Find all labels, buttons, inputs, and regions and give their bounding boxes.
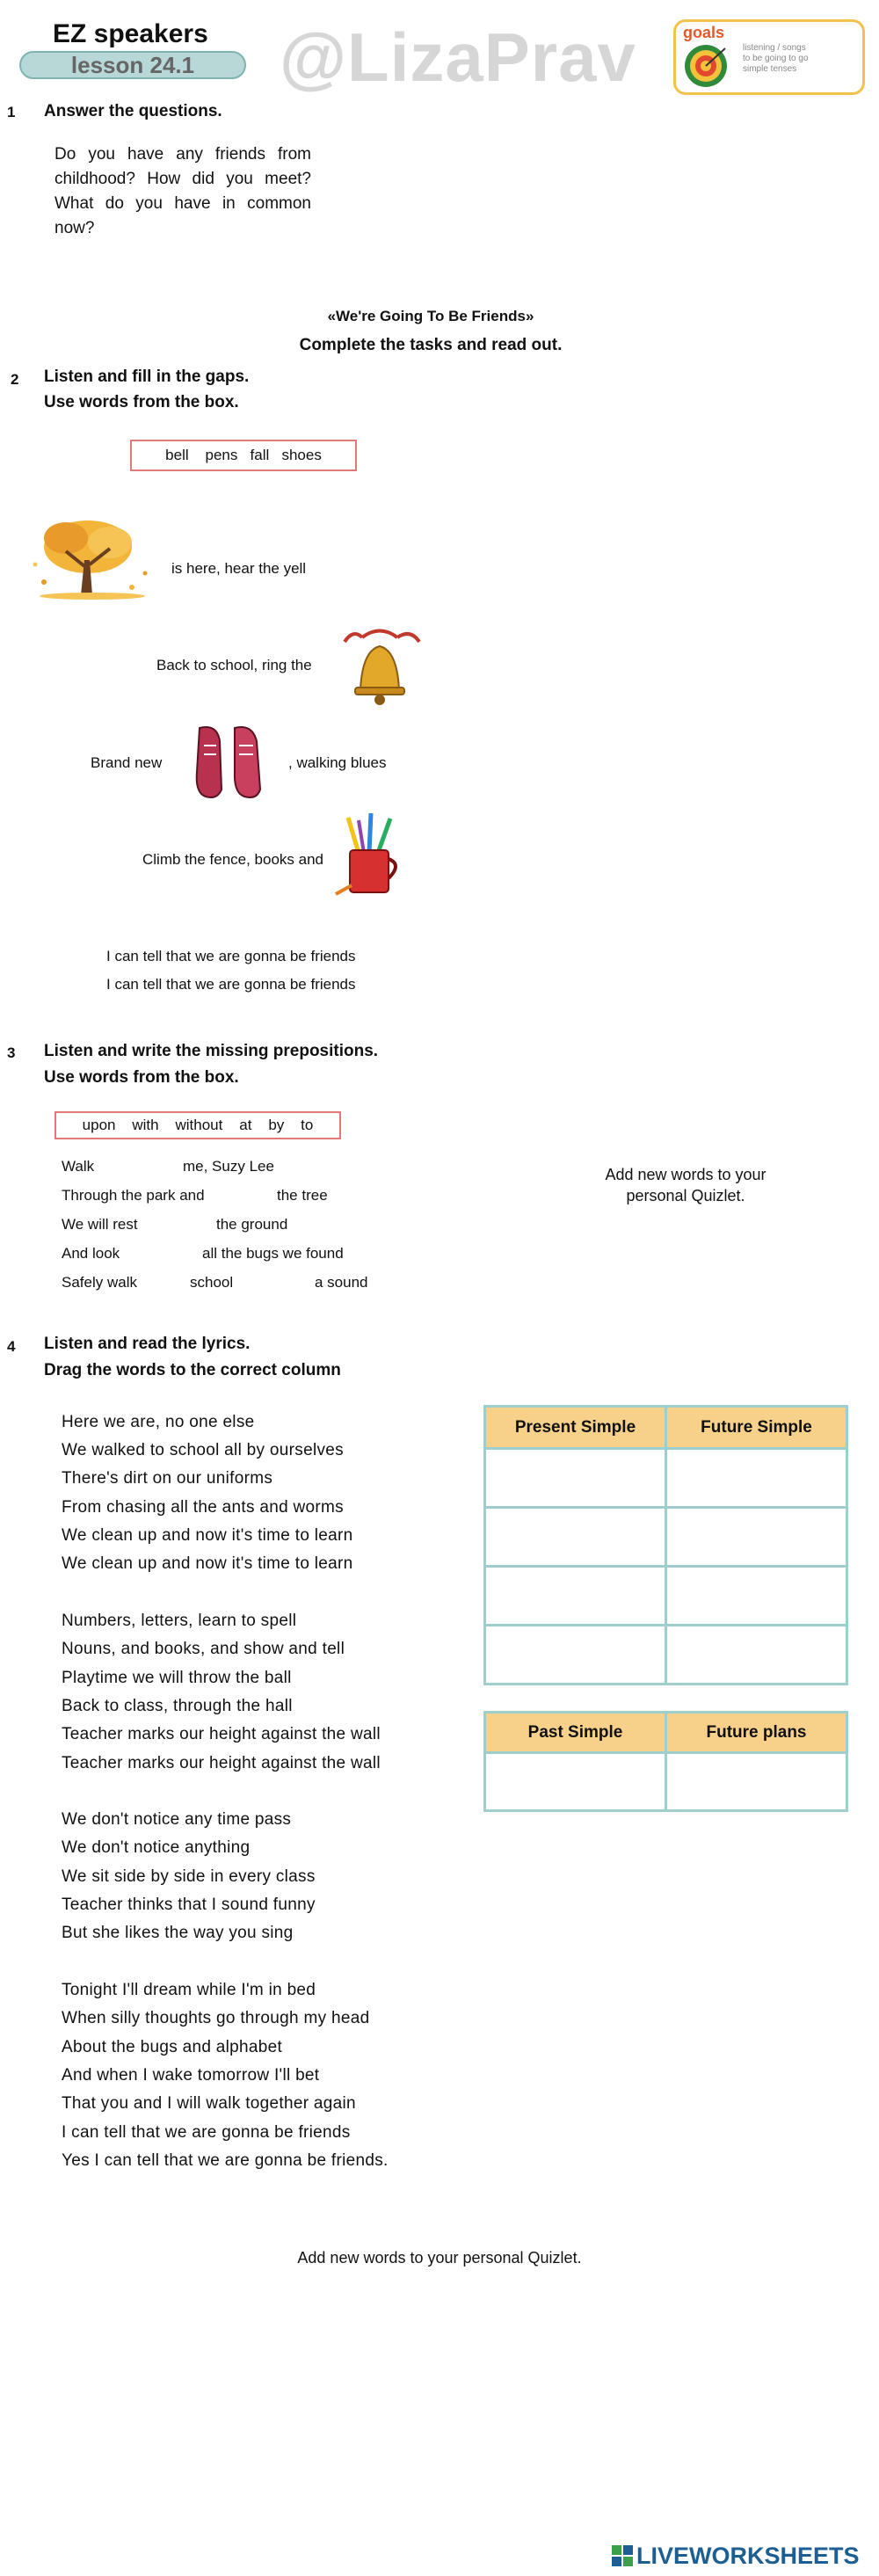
task2-heading: Use words from the box.: [44, 393, 239, 411]
task2-word-box: [130, 440, 357, 471]
lyric-line: But she likes the way you sing: [62, 1924, 294, 1942]
bell-icon: [336, 624, 424, 708]
word-box-text: upon with without at by to: [82, 1117, 314, 1133]
lyric-line: I can tell that we are gonna be friends: [62, 2123, 351, 2142]
prep-row-start: Walk: [62, 1158, 95, 1175]
autumn-tree-icon: [26, 512, 158, 600]
task1-line: now?: [54, 219, 95, 237]
drop-cell[interactable]: [666, 1567, 847, 1626]
prep-row: [62, 1245, 431, 1266]
lyric-line: There's dirt on our uniforms: [62, 1469, 273, 1488]
task3-heading: Use words from the box.: [44, 1068, 239, 1087]
lyric-line: Playtime we will throw the ball: [62, 1669, 292, 1687]
task1-number: 1: [7, 104, 16, 120]
task1-line: childhood? How did you meet?: [54, 170, 311, 188]
drop-cell[interactable]: [485, 1449, 666, 1508]
lyric-line: Here we are, no one else: [62, 1413, 255, 1431]
lyric-line: That you and I will walk together again: [62, 2094, 356, 2113]
drop-cell[interactable]: [666, 1449, 847, 1508]
quizlet-note: [563, 1164, 809, 1206]
footer-quizlet-note: Add new words to your personal Quizlet.: [297, 2249, 582, 2267]
lyric-line: We don't notice anything: [62, 1838, 251, 1857]
prep-row: [62, 1274, 431, 1295]
drop-cell[interactable]: [485, 1508, 666, 1567]
goal-item: simple tenses: [743, 64, 797, 74]
prep-row-start: Safely walk: [62, 1274, 137, 1291]
lyric-line: About the bugs and alphabet: [62, 2038, 283, 2056]
chorus-line: I can tell that we are gonna be friends: [106, 948, 356, 964]
lyric-line: When silly thoughts go through my head: [62, 2009, 370, 2027]
drop-cell[interactable]: [666, 1508, 847, 1567]
prep-row-start: And look: [62, 1245, 120, 1262]
lyric-line: We don't notice any time pass: [62, 1810, 292, 1829]
worksheet-title: EZ speakers: [53, 19, 208, 48]
drop-cell[interactable]: [666, 1753, 847, 1811]
goals-panel: [673, 19, 865, 95]
liveworksheets-logo-icon: [612, 2545, 633, 2566]
shoes-icon: [186, 719, 274, 803]
task1-heading: Answer the questions.: [44, 102, 222, 120]
prep-row: [62, 1216, 431, 1237]
liveworksheets-brand: [612, 2543, 860, 2569]
task2-line: Brand new: [91, 754, 163, 771]
lyric-line: Teacher thinks that I sound funny: [62, 1896, 316, 1914]
task2-line: , walking blues: [288, 754, 387, 771]
liveworksheets-brand-text: LIVEWORKSHEETS: [636, 2542, 860, 2569]
task4-heading: Listen and read the lyrics.: [44, 1335, 251, 1353]
prep-row-end: all the bugs we found: [202, 1245, 344, 1262]
column-header-past-simple: Past Simple: [485, 1713, 666, 1753]
task1-line: Do you have any friends from: [54, 145, 311, 164]
drop-cell[interactable]: [485, 1626, 666, 1685]
prep-row-end: me, Suzy Lee: [183, 1158, 274, 1175]
prep-row-start: Through the park and: [62, 1187, 205, 1204]
lyric-line: We clean up and now it's time to learn: [62, 1554, 353, 1573]
lyric-line: Yes I can tell that we are gonna be friends.: [62, 2151, 389, 2170]
pens-cup-icon: [332, 813, 411, 897]
quizlet-note-line: Add new words to your: [605, 1166, 766, 1183]
lyric-line: Tonight I'll dream while I'm in bed: [62, 1981, 316, 1999]
lesson-label: lesson 24.1: [70, 51, 195, 78]
lyric-line: Numbers, letters, learn to spell: [62, 1612, 297, 1630]
song-title: «We're Going To Be Friends»: [327, 308, 534, 324]
lyric-line: And when I wake tomorrow I'll bet: [62, 2066, 320, 2085]
lesson-badge: [19, 51, 246, 79]
prep-row-end: the ground: [216, 1216, 288, 1233]
task3-number: 3: [7, 1044, 16, 1061]
drop-cell[interactable]: [666, 1626, 847, 1685]
lyric-line: We walked to school all by ourselves: [62, 1441, 344, 1459]
tense-table-1: [483, 1405, 848, 1685]
watermark: @LizaPrav: [280, 18, 636, 96]
lyric-line: We sit side by side in every class: [62, 1867, 316, 1886]
prep-row-start: We will rest: [62, 1216, 138, 1233]
lyric-line: Teacher marks our height against the wall: [62, 1754, 381, 1772]
column-header-present-simple: Present Simple: [485, 1407, 666, 1449]
task3-word-box: [54, 1111, 341, 1139]
column-header-future-simple: Future Simple: [666, 1407, 847, 1449]
lyric-line: Nouns, and books, and show and tell: [62, 1640, 345, 1658]
task2-line: Climb the fence, books and: [142, 851, 324, 868]
prep-row-end: the tree: [277, 1187, 328, 1204]
drop-cell[interactable]: [485, 1567, 666, 1626]
lyric-line: Back to class, through the hall: [62, 1697, 293, 1715]
prep-row-mid: school: [190, 1274, 234, 1291]
task2-line: is here, hear the yell: [171, 560, 307, 577]
task4-heading: Drag the words to the correct column: [44, 1361, 341, 1379]
task3-heading: Listen and write the missing prepositions.: [44, 1042, 379, 1060]
prep-row-end: a sound: [315, 1274, 368, 1291]
goals-label: goals: [683, 24, 725, 41]
task2-heading: Listen and fill in the gaps.: [44, 367, 250, 386]
word-box-text: bell pens fall shoes: [165, 447, 322, 463]
lyric-line: Teacher marks our height against the wall: [62, 1725, 381, 1743]
prep-row: [62, 1158, 431, 1179]
prep-row: [62, 1187, 431, 1208]
drop-cell[interactable]: [485, 1753, 666, 1811]
target-icon: [683, 43, 729, 89]
tense-table-2: [483, 1711, 848, 1812]
task1-line: What do you have in common: [54, 194, 311, 213]
quizlet-note-line: personal Quizlet.: [626, 1187, 745, 1204]
goal-item: to be going to go: [743, 54, 809, 63]
lyric-line: We clean up and now it's time to learn: [62, 1526, 353, 1545]
task2-number: 2: [11, 371, 19, 388]
task2-line: Back to school, ring the: [156, 657, 312, 673]
lyric-line: From chasing all the ants and worms: [62, 1498, 344, 1517]
column-header-future-plans: Future plans: [666, 1713, 847, 1753]
task4-number: 4: [7, 1338, 16, 1355]
goal-item: listening / songs: [743, 43, 806, 53]
song-subtitle: Complete the tasks and read out.: [299, 336, 563, 354]
chorus-line: I can tell that we are gonna be friends: [106, 976, 356, 993]
